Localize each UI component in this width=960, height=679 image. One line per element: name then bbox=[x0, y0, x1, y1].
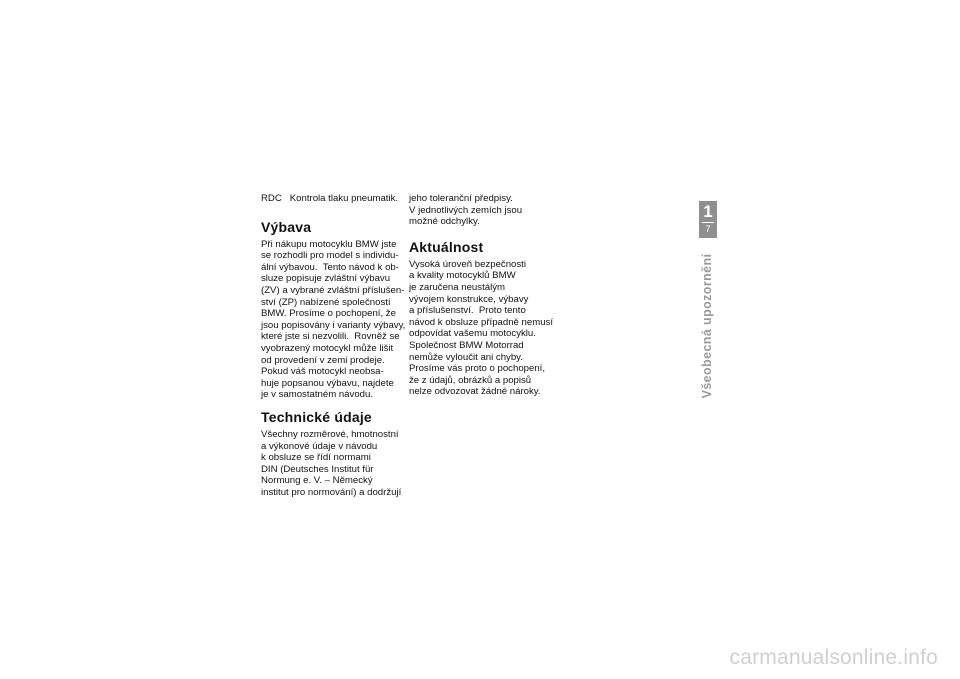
text-line: vývojem konstrukce, výbavy bbox=[409, 293, 529, 305]
text-line: Normung e. V. – Německý bbox=[261, 475, 373, 487]
left-column bbox=[261, 193, 421, 498]
text-line: a příslušenství. Proto tento bbox=[409, 305, 526, 317]
text-line: jeho toleranční předpisy. bbox=[409, 193, 513, 204]
text-line: Společnost BMW Motorrad bbox=[409, 339, 524, 351]
heading-vybava: Výbava bbox=[261, 218, 312, 235]
text-line: Všechny rozměrové, hmotnostní bbox=[261, 428, 399, 440]
paragraph-aktualnost bbox=[409, 259, 569, 398]
text-line: že z údajů, obrázků a popisů bbox=[409, 374, 532, 386]
text-line: Pokud váš motocykl neobsa- bbox=[261, 366, 384, 378]
rdc-line: RDC Kontrola tlaku pneumatik. bbox=[261, 193, 399, 204]
text-line: Vysoká úroveň bezpečnosti bbox=[409, 258, 526, 270]
text-line: možné odchylky. bbox=[409, 216, 480, 228]
text-line: se rozhodli pro model s individu- bbox=[261, 250, 399, 262]
paragraph-technicke-udaje bbox=[261, 429, 421, 499]
text-line: jsou popisovány i varianty výbavy, bbox=[261, 319, 406, 331]
text-line: DIN (Deutsches Institut für bbox=[261, 463, 374, 475]
text-line: vyobrazený motocykl může lišit bbox=[261, 342, 394, 354]
text-line: je zaručena neustálým bbox=[409, 281, 505, 293]
text-line: BMW. Prosíme o pochopení, že bbox=[261, 308, 396, 320]
text-line: V jednotlivých zemích jsou bbox=[409, 204, 523, 216]
chapter-number: 1 bbox=[703, 202, 713, 221]
watermark: carmanualsonline.info bbox=[729, 646, 938, 669]
chapter-side-title: Všeobecná upozornění bbox=[700, 253, 714, 399]
text-line: návod k obsluze případně nemusí bbox=[409, 316, 553, 328]
paragraph-continuation bbox=[409, 193, 569, 228]
text-line: které jste si nezvolili. Rovněž se bbox=[261, 331, 400, 343]
right-column bbox=[409, 193, 569, 398]
text-line: (ZV) a vybrané zvláštní příslušen- bbox=[261, 284, 405, 296]
text-line: Prosíme vás proto o pochopení, bbox=[409, 363, 545, 375]
text-line: Při nákupu motocyklu BMW jste bbox=[261, 238, 397, 250]
text-line: a kvality motocyklů BMW bbox=[409, 270, 516, 282]
text-line: k obsluze se řídí normami bbox=[261, 452, 371, 464]
text-line: huje popsanou výbavu, najdete bbox=[261, 377, 394, 389]
text-line: nelze odvozovat žádné nároky. bbox=[409, 386, 541, 398]
paragraph-vybava bbox=[261, 239, 421, 401]
text-line: nemůže vyloučit ani chyby. bbox=[409, 351, 523, 363]
heading-aktualnost: Aktuálnost bbox=[409, 238, 484, 255]
heading-technicke-udaje: Technické údaje bbox=[261, 408, 372, 425]
text-line: a výkonové údaje v návodu bbox=[261, 440, 378, 452]
text-line: sluze popisuje zvláštní výbavu bbox=[261, 273, 391, 285]
chapter-badge bbox=[699, 201, 717, 238]
text-line: je v samostatném návodu. bbox=[261, 389, 373, 401]
text-line: od provedení v zemi prodeje. bbox=[261, 354, 385, 366]
page-number: 7 bbox=[705, 224, 711, 234]
text-line: odpovídat vašemu motocyklu. bbox=[409, 328, 536, 340]
text-line: ální výbavou. Tento návod k ob- bbox=[261, 261, 399, 273]
text-line: ství (ZP) nabízené společností bbox=[261, 296, 391, 308]
text-line: institut pro normování) a dodržují bbox=[261, 486, 402, 498]
